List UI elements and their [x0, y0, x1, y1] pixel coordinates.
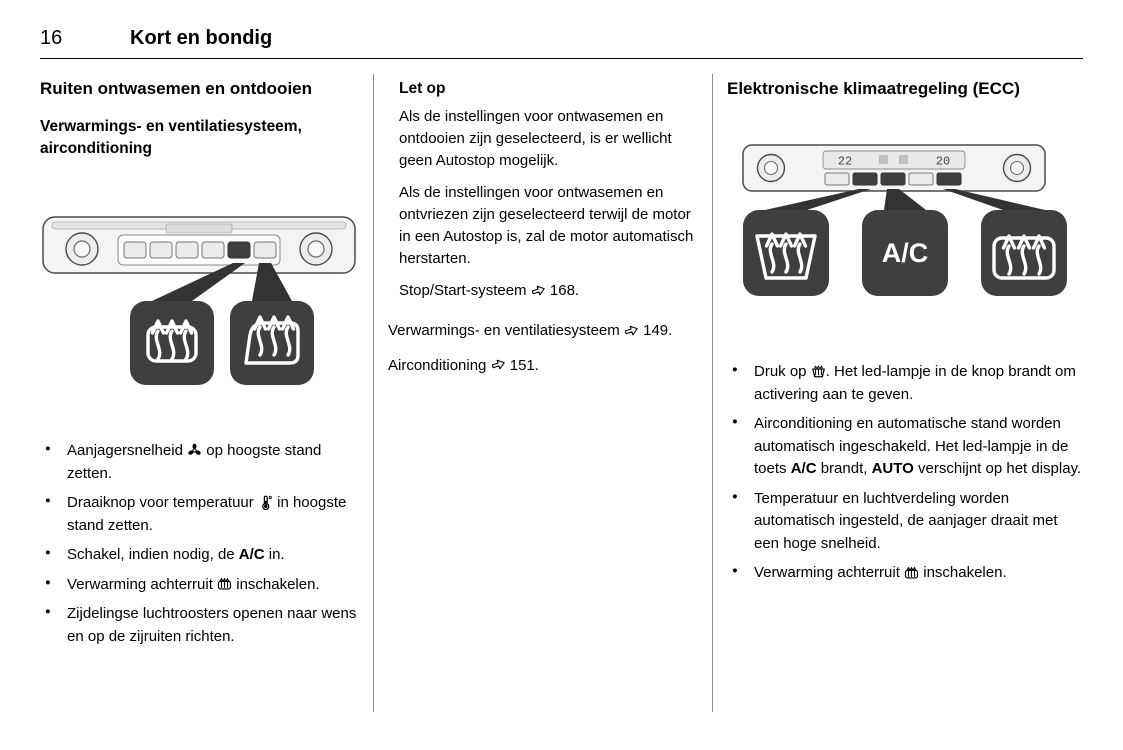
page-ref-icon: [624, 322, 639, 339]
display-temp-right: 20: [935, 154, 951, 169]
display-glyph: [879, 155, 888, 164]
heater-panel-illustration: [40, 203, 362, 395]
bold-text: AUTO: [871, 460, 914, 478]
panel-button-ac: [881, 173, 905, 185]
rear-window-heating-callout: [981, 210, 1067, 296]
rear-window-heating-callout: [130, 301, 214, 385]
note-paragraph: Als de instellingen voor ontwasemen en ontdooien zijn geselecteerd, is er wellicht geen Autostop mogelijk.: [399, 108, 672, 169]
thermometer-icon: [258, 494, 273, 511]
display-temp-left: 22: [837, 154, 853, 169]
callout-pointer: [765, 189, 871, 210]
list-item: ● Schakel, indien nodig, de A/C in.: [40, 544, 364, 567]
panel-button: [909, 173, 933, 185]
ac-button-label: A/C: [881, 238, 929, 269]
windshield-defrost-icon: [811, 363, 826, 380]
page-header: [40, 27, 272, 50]
list-item: ● Airconditioning en automatische stand worden automatisch ingeschakeld. Het led-lampje in de toets A/C brandt, AUTO verschijnt op het display.: [727, 413, 1084, 481]
heater-control-panel: [43, 217, 355, 273]
header-rule: [40, 58, 1083, 59]
callout-pointer: [943, 189, 1045, 210]
bold-text: A/C: [238, 546, 265, 564]
column-divider: [373, 74, 374, 712]
panel-button: [202, 242, 224, 258]
list-item: ● Aanjagersnelheid op hoogste stand zetten.: [40, 440, 364, 485]
list-item: ● Druk op . Het led-lampje in de knop brandt om activering aan te geven.: [727, 361, 1084, 406]
panel-button-rear-defrost: [937, 173, 961, 185]
display-glyph: [899, 155, 908, 164]
page-number: 16: [40, 27, 63, 49]
side-window-demist-callout: [230, 301, 314, 385]
panel-button: [254, 242, 276, 258]
page-ref-icon: [491, 357, 506, 374]
column-right: [727, 72, 1084, 592]
column-middle: [388, 72, 700, 390]
ecc-panel-illustration: [727, 140, 1083, 306]
panel-button: [176, 242, 198, 258]
section-heading: Ruiten ontwasemen en ontdooien: [40, 79, 313, 98]
note-heading: Let op: [399, 80, 446, 97]
note-paragraph: Als de instellingen voor ontwasemen en ontvriezen zijn geselecteerd terwijl de motor in een Autostop is, zal de motor automatisch herstarten.: [399, 184, 694, 267]
page-reference: Verwarmings- en ventilatiesysteem 149.: [388, 322, 673, 339]
panel-button: [124, 242, 146, 258]
list-item: ● Zijdelingse luchtroosters openen naar wens en op de zijruiten richten.: [40, 603, 364, 648]
windshield-defrost-callout: [743, 210, 829, 296]
panel-button: [150, 242, 172, 258]
panel-button-windshield-defrost: [853, 173, 877, 185]
bold-text: A/C: [790, 460, 817, 478]
note-block: [388, 80, 700, 302]
rear-heat-icon: [217, 576, 232, 593]
fan-icon: [187, 442, 202, 459]
column-divider: [712, 74, 713, 712]
panel-button-rear-defrost: [228, 242, 250, 258]
list-item: ● Verwarming achterruit inschakelen.: [40, 574, 364, 597]
page-reference: Airconditioning 151.: [388, 356, 539, 374]
subsection-heading: Verwarmings- en ventilatiesysteem, airconditioning: [40, 118, 302, 157]
rear-heat-icon: [904, 564, 919, 581]
list-item: ● Draaiknop voor temperatuur in hoogste stand zetten.: [40, 492, 364, 537]
instruction-list: [40, 440, 364, 648]
heater-panel-figure: [40, 203, 364, 400]
column-left: [40, 72, 364, 655]
ecc-control-panel: [743, 145, 1045, 191]
ecc-panel-figure: [727, 140, 1084, 311]
page-title: Kort en bondig: [130, 27, 273, 49]
callout-pointer: [884, 189, 926, 210]
page-reference: Stop/Start-systeem 168.: [399, 282, 580, 300]
list-item: ● Verwarming achterruit inschakelen.: [727, 562, 1084, 585]
instruction-list: [727, 361, 1084, 585]
list-item: ● Temperatuur en luchtverdeling worden automatisch ingesteld, de aanjager draait met een hoge snelheid.: [727, 488, 1084, 556]
panel-button: [825, 173, 849, 185]
page-ref-icon: [531, 282, 546, 299]
ac-callout: [862, 210, 948, 296]
section-heading: Elektronische klimaatregeling (ECC): [727, 79, 1020, 98]
